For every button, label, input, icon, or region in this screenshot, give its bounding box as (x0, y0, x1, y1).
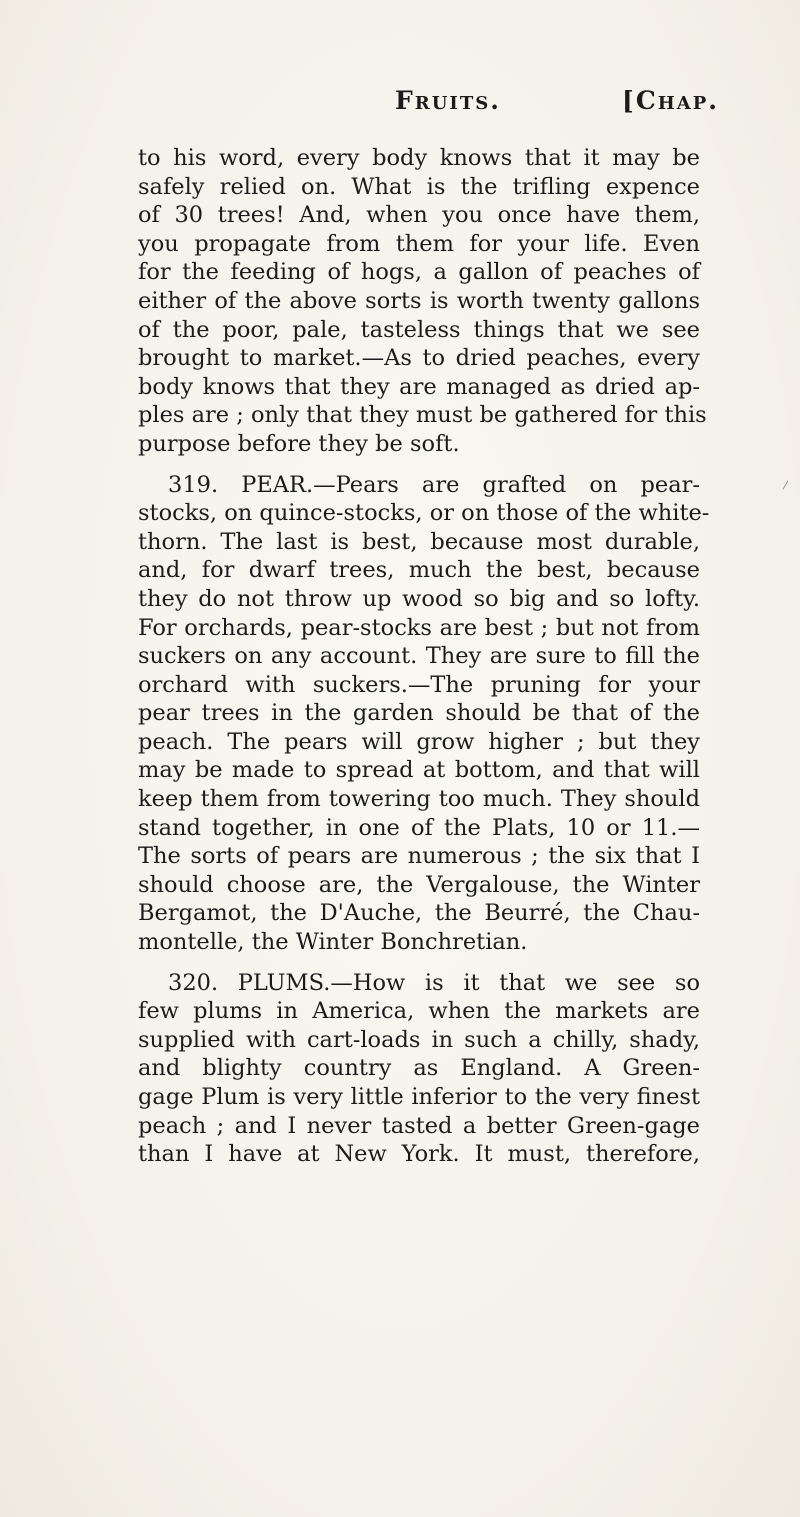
text-line: they do not throw up wood so big and so lofty. (138, 585, 700, 612)
text-line: may be made to spread at bottom, and that will (138, 757, 700, 784)
text-line: should choose are, the Vergalouse, the Winter (138, 871, 700, 898)
text-line: safely relied on. What is the trifling expence (138, 173, 700, 200)
text-line: few plums in America, when the markets are (138, 998, 700, 1025)
text-line: of the poor, pale, tasteless things that we see (138, 316, 700, 343)
running-head (0, 86, 800, 126)
text-line: purpose before they be soft. (138, 430, 460, 457)
text-line: suckers on any account. They are sure to fill the (138, 643, 700, 670)
text-line: thorn. The last is best, because most durable, (138, 528, 700, 555)
text-line: of 30 trees! And, when you once have them, (138, 202, 700, 229)
text-line: peach ; and I never tasted a better Green-gage (138, 1112, 700, 1139)
text-line: montelle, the Winter Bonchretian. (138, 929, 528, 956)
text-line: peach. The pears will grow higher ; but they (138, 728, 700, 755)
text-line: The sorts of pears are numerous ; the six that I (138, 843, 700, 870)
text-line: and blighty country as England. A Green- (138, 1055, 700, 1082)
text-line: than I have at New York. It must, therefore, (138, 1141, 700, 1168)
text-line: you propagate from them for your life. Even (138, 230, 700, 257)
text-line: either of the above sorts is worth twenty gallons (138, 287, 700, 314)
text-line: keep them from towering too much. They should (138, 786, 700, 813)
text-line: brought to market.—As to dried peaches, every (138, 345, 700, 372)
text-line: orchard with suckers.—The pruning for your (138, 671, 700, 698)
paragraph-gap (138, 957, 700, 969)
text-line: Bergamot, the D'Auche, the Beurré, the Chau- (138, 900, 700, 927)
margin-mark (783, 480, 789, 489)
text-line: stand together, in one of the Plats, 10 or 11.— (138, 814, 700, 841)
text-line: stocks, on quince-stocks, or on those of the white- (138, 500, 710, 527)
text-line: and, for dwarf trees, much the best, because (138, 557, 700, 584)
text-line: pear trees in the garden should be that of the (138, 700, 700, 727)
text-line: For orchards, pear-stocks are best ; but not from (138, 614, 700, 641)
text-line: ples are ; only that they must be gathered for this (138, 402, 707, 429)
text-line: to his word, every body knows that it may be (138, 145, 700, 171)
text-line: supplied with cart-loads in such a chilly, shady, (138, 1026, 700, 1053)
text-line: 319. PEAR.—Pears are grafted on pear- (168, 471, 700, 498)
text-line: body knows that they are managed as dried ap- (138, 373, 700, 400)
paragraph-gap (138, 459, 700, 471)
running-head-title: Fruits. (395, 86, 501, 115)
text-line: for the feeding of hogs, a gallon of peaches of (138, 259, 700, 286)
body-text (138, 144, 710, 1169)
text-line: 320. PLUMS.—How is it that we see so (168, 969, 700, 996)
running-head-chapter: [Chap. (622, 86, 719, 115)
text-line: gage Plum is very little inferior to the very finest (138, 1084, 700, 1110)
